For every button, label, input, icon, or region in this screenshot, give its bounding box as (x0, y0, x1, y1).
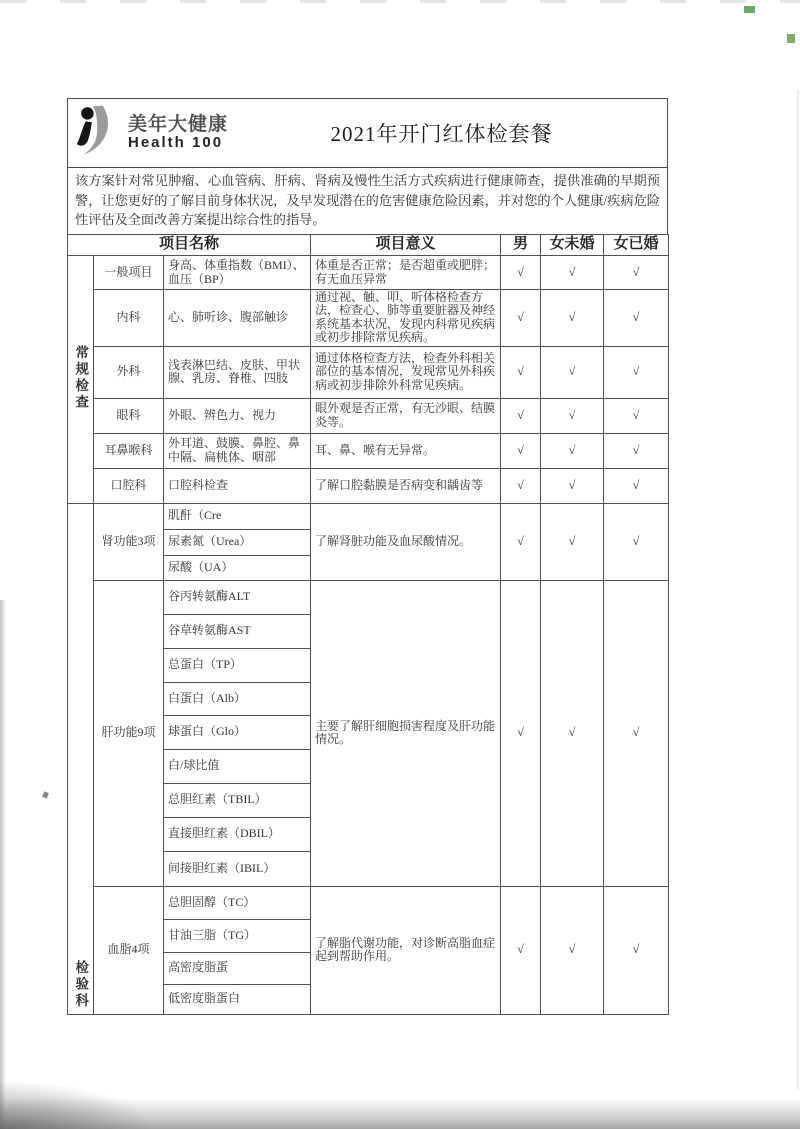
group-label-regular-exam: 常规检查 (68, 256, 94, 504)
brand-name-cn: 美年大健康 (128, 114, 229, 136)
check-female-unmarried: √ (541, 468, 604, 503)
check-male: √ (501, 468, 541, 503)
check-male: √ (501, 503, 541, 580)
section-meaning: 了解肾脏功能及血尿酸情况。 (311, 503, 501, 580)
row-label: 口腔科 (94, 468, 164, 503)
check-female-married: √ (604, 398, 669, 433)
col-header-meaning: 项目意义 (311, 235, 501, 256)
check-male: √ (501, 346, 541, 398)
row-items: 尿酸（UA） (164, 555, 311, 580)
row-items: 外眼、辨色力、视力 (164, 398, 311, 433)
row-items: 身高、体重指数（BMI）、血压（BP） (164, 256, 311, 290)
check-female-married: √ (604, 468, 669, 503)
brand-name-en: Health 100 (128, 134, 224, 152)
table-row (68, 468, 669, 503)
row-items: 尿素氮（Urea） (164, 529, 311, 555)
health100-logo (68, 105, 276, 162)
section-label: 血脂4项 (94, 886, 164, 1014)
table-row (68, 398, 669, 433)
package-table (67, 234, 669, 1015)
check-female-married: √ (604, 346, 669, 398)
table-row (68, 433, 669, 468)
table-row (68, 580, 669, 614)
check-male: √ (501, 290, 541, 347)
row-items: 谷草转氨酶AST (164, 614, 311, 648)
intro-paragraph: 该方案针对常见肿瘤、心血管病、肝病、肾病及慢性生活方式疾病进行健康筛查，提供准确的早期预警，让您更好的了解目前身体状况，及早发现潜在的危害健康危险因素，并对您的个人健康/疾病危险性评估及全面改善方案提出综合性的指导。 (75, 173, 660, 228)
table-row (68, 886, 669, 919)
row-items: 肌酐（Cre (164, 503, 311, 529)
row-label: 内科 (94, 290, 164, 347)
table-row (68, 346, 669, 398)
check-male: √ (501, 886, 541, 1014)
check-female-unmarried: √ (541, 886, 604, 1014)
check-male: √ (501, 256, 541, 290)
check-female-unmarried: √ (541, 290, 604, 347)
col-header-female-unmarried: 女未婚 (541, 235, 604, 256)
scan-speck (42, 791, 49, 798)
row-items: 总胆红素（TBIL） (164, 783, 311, 817)
intro-box (67, 167, 668, 235)
table-row (68, 256, 669, 290)
row-items: 白蛋白（Alb） (164, 682, 311, 715)
table-row (68, 503, 669, 529)
row-items: 总蛋白（TP） (164, 648, 311, 682)
row-meaning: 了解口腔黏膜是否病变和龋齿等 (311, 468, 501, 503)
scan-edge-shadow (0, 600, 6, 1129)
check-female-unmarried: √ (541, 580, 604, 886)
check-female-unmarried: √ (541, 433, 604, 468)
green-scan-mark (787, 34, 795, 43)
check-male: √ (501, 398, 541, 433)
row-items: 白/球比值 (164, 749, 311, 783)
row-meaning: 通过视、触、叩、听体格检查方法，检查心、肺等重要脏器及神经系统基本状况，发现内科常见疾病或初步排除常见疾病。 (311, 290, 501, 347)
check-female-married: √ (604, 886, 669, 1014)
row-meaning: 通过体格检查方法，检查外科相关部位的基本情况，发现常见外科疾病或初步排除外科常见疾病。 (311, 346, 501, 398)
row-items: 直接胆红素（DBIL） (164, 817, 311, 851)
scan-edge-shadow (797, 90, 799, 1089)
group-label-laboratory: 检验科 (68, 503, 94, 1014)
row-items: 甘油三脂（TG） (164, 919, 311, 952)
check-female-unmarried: √ (541, 503, 604, 580)
row-items: 球蛋白（Glo） (164, 715, 311, 749)
row-items: 间接胆红素（IBIL） (164, 851, 311, 886)
scan-corner-shadow (0, 1081, 150, 1129)
row-label: 外科 (94, 346, 164, 398)
col-header-name: 项目名称 (68, 235, 311, 256)
row-label: 耳鼻喉科 (94, 433, 164, 468)
section-label: 肝功能9项 (94, 580, 164, 886)
row-label: 眼科 (94, 398, 164, 433)
col-header-male: 男 (501, 235, 541, 256)
row-meaning: 体重是否正常；是否超重或肥胖；有无血压异常 (311, 256, 501, 290)
check-female-unmarried: √ (541, 256, 604, 290)
check-female-unmarried: √ (541, 398, 604, 433)
document-title: 2021年开门红体检套餐 (330, 122, 553, 146)
row-items: 浅表淋巴结、皮肤、甲状腺、乳房、脊椎、四肢 (164, 346, 311, 398)
row-meaning: 耳、鼻、喉有无异常。 (311, 433, 501, 468)
check-female-married: √ (604, 256, 669, 290)
row-meaning: 眼外观是否正常，有无沙眼、结膜炎等。 (311, 398, 501, 433)
table-row (68, 290, 669, 347)
section-meaning: 了解脂代谢功能，对诊断高脂血症起到帮助作用。 (311, 886, 501, 1014)
section-label: 肾功能3项 (94, 503, 164, 580)
row-items: 总胆固醇（TC） (164, 886, 311, 919)
check-male: √ (501, 580, 541, 886)
row-items: 外耳道、鼓膜、鼻腔、鼻中隔、扁桃体、咽部 (164, 433, 311, 468)
health100-figure-icon (76, 105, 120, 162)
row-items: 心、肺听诊、腹部触诊 (164, 290, 311, 347)
col-header-female-married: 女已婚 (604, 235, 669, 256)
check-female-married: √ (604, 433, 669, 468)
check-female-married: √ (604, 290, 669, 347)
check-female-married: √ (604, 580, 669, 886)
check-male: √ (501, 433, 541, 468)
row-items: 谷丙转氨酶ALT (164, 580, 311, 614)
check-female-unmarried: √ (541, 346, 604, 398)
scan-edge-noise (0, 0, 800, 3)
row-items: 高密度脂蛋 (164, 952, 311, 984)
green-scan-mark (744, 6, 755, 13)
document-header (67, 98, 668, 168)
section-meaning: 主要了解肝细胞损害程度及肝功能情况。 (311, 580, 501, 886)
table-header-row (68, 235, 669, 256)
check-female-married: √ (604, 503, 669, 580)
row-items: 口腔科检查 (164, 468, 311, 503)
row-label: 一般项目 (94, 256, 164, 290)
row-items: 低密度脂蛋白 (164, 984, 311, 1014)
